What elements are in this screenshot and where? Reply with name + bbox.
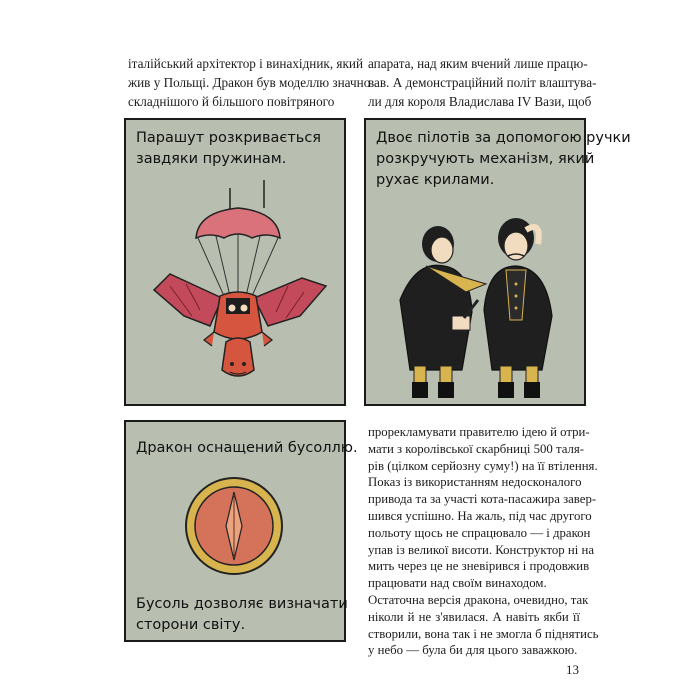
panel-parachute (124, 118, 346, 406)
text-line: ніколи й не з'явилася. А навіть якби її (368, 609, 580, 624)
parachute-dragon-illustration (126, 120, 348, 408)
text-line: мати з королівської скарбниці 500 таля- (368, 441, 585, 456)
text-line: італійський архітектор і винахідник, який (128, 56, 363, 71)
text-line: шився успішно. На жаль, під час другого (368, 508, 592, 523)
text-line: Показ із використанням недосконалого (368, 475, 582, 490)
text-line: працювати над своїм винаходом. (368, 576, 547, 591)
text-line: упав із великої висоти. Конструктор ні на (368, 542, 595, 557)
caption-line: завдяки пружинам. (136, 151, 287, 167)
text-line: польоту щось не спрацювало — і дракон (368, 525, 591, 540)
caption-line: Бусоль дозволяє визначати (136, 596, 348, 612)
caption-line: Дракон оснащений бусоллю. (136, 440, 358, 456)
caption-line: рухає крилами. (376, 172, 495, 188)
panel-caption (136, 594, 348, 636)
caption-line: сторони світу. (136, 617, 246, 633)
text-line: складнішого й більшого повітряного (128, 94, 335, 110)
text-line: рів (цілком серйозну суму!) на її втілення. (368, 458, 598, 473)
page-number: 13 (566, 662, 579, 677)
caption-line: Двоє пілотів за допомогою ручки (376, 130, 631, 146)
text-line: ли для короля Владислава IV Вази, щоб (368, 94, 592, 110)
top-left-text (128, 54, 371, 112)
pilots-illustration (366, 120, 588, 408)
top-right-text (368, 54, 597, 112)
text-line: створили, вона так і не змогла б піднятись (368, 626, 599, 641)
panel-compass (124, 420, 358, 642)
text-line: Остаточна версія дракона, очевидно, так (368, 592, 589, 607)
panel-pilots (364, 118, 631, 406)
text-line: привода та за участі кота-пасажира завер- (368, 492, 597, 507)
text-line: вав. А демонстраційний політ влаштува- (368, 75, 597, 91)
bottom-right-text (368, 424, 599, 659)
text-line: прорекламувати правителю ідею й отри- (368, 425, 590, 439)
text-line: апарата, над яким вчений лише працю- (368, 56, 588, 71)
text-line: жив у Польщі. Дракон був моделлю значно (128, 75, 371, 91)
caption-line: Парашут розкривається (136, 130, 322, 146)
caption-line: розкручують механізм, який (376, 151, 595, 167)
text-line: мить через це не зневірився і продовжив (368, 559, 590, 574)
text-line: у небо — була би для цього заважкою. (368, 643, 578, 658)
